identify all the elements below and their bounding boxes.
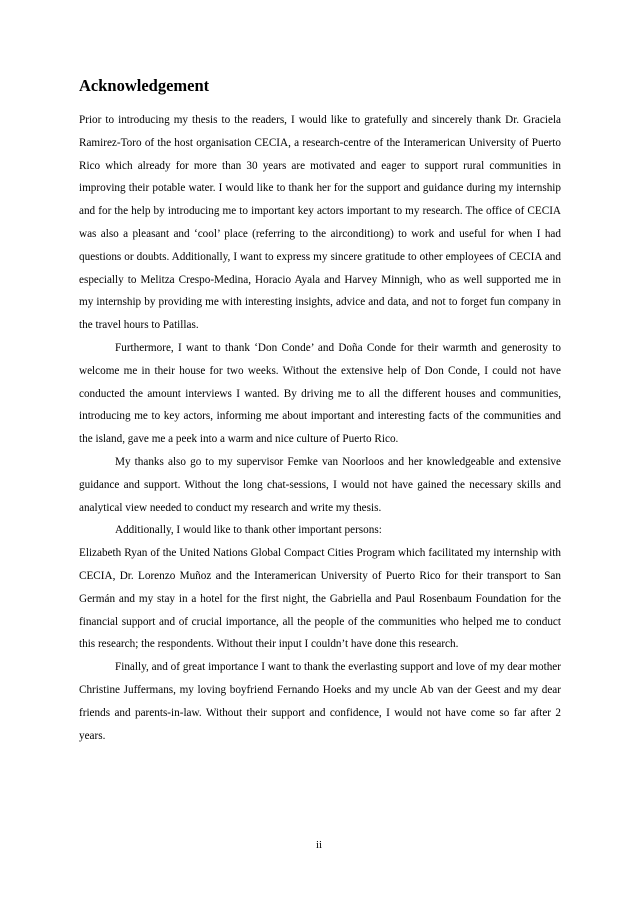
- page-number: ii: [315, 839, 323, 851]
- paragraph-gratitude-cecia: Prior to introducing my thesis to the readers, I would like to gratefully and sincerely thank Dr. Graciela Ramirez-Toro of the host organisation CECIA, a research-centre of the Interamerican University of Puerto Rico which already for more than 30 years are motivated and eager to support rural communities in improving their potable water. I would like to thank her for the support and guidance during my internship and for the help by introducing me to important key actors important to my research. The office of CECIA was also a pleasant and ‘cool’ place (referring to the airconditiong) to work and useful for when I had questions or doubts. Additionally, I want to express my sincere gratitude to other employees of CECIA and especially to Melitza Crespo-Medina, Horacio Ayala and Harvey Minnigh, who as well supported me in my internship by providing me with interesting insights, advice and data, and not to forget fun company in the travel hours to Patillas.: [79, 114, 561, 332]
- paragraph-don-conde: Furthermore, I want to thank ‘Don Conde’ and Doña Conde for their warmth and generosity to welcome me in their house for two weeks. Without the extensive help of Don Conde, I could not have conducted the amount interviews I wanted. By driving me to all the different houses and communities, introducing me to key actors, informing me about important and interesting facts of the communities and the island, gave me a peek into a warm and nice culture of Puerto Rico.: [79, 341, 561, 446]
- paragraph-supervisor: My thanks also go to my supervisor Femke van Noorloos and her knowledgeable and extensive guidance and support. Without the long chat-sessions, I would not have gained the necessary skills and analytical view needed to conduct my research and write my thesis.: [79, 455, 561, 514]
- paragraph-other-persons-intro: Additionally, I would like to thank other important persons:: [115, 524, 382, 537]
- paragraph-family: Finally, and of great importance I want to thank the everlasting support and love of my dear mother Christine Juffermans, my loving boyfriend Fernando Hoeks and my uncle Ab van der Geest and my dear friends and parents-in-law. Without their support and confidence, I would not have come so far after 2 years.: [79, 661, 561, 742]
- paragraph-other-persons: Elizabeth Ryan of the United Nations Global Compact Cities Program which facilitated my internship with CECIA, Dr. Lorenzo Muñoz and the Interamerican University of Puerto Rico for their transport to San Germán and my stay in a hotel for the first night, the Gabriella and Paul Rosenbaum Foundation for the financial support and of crucial importance, all the people of the communities who helped me to conduct this research; the respondents. Without their input I couldn’t have done this research.: [79, 547, 561, 651]
- body-text: [79, 109, 561, 747]
- page-title: Acknowledgement: [79, 76, 210, 95]
